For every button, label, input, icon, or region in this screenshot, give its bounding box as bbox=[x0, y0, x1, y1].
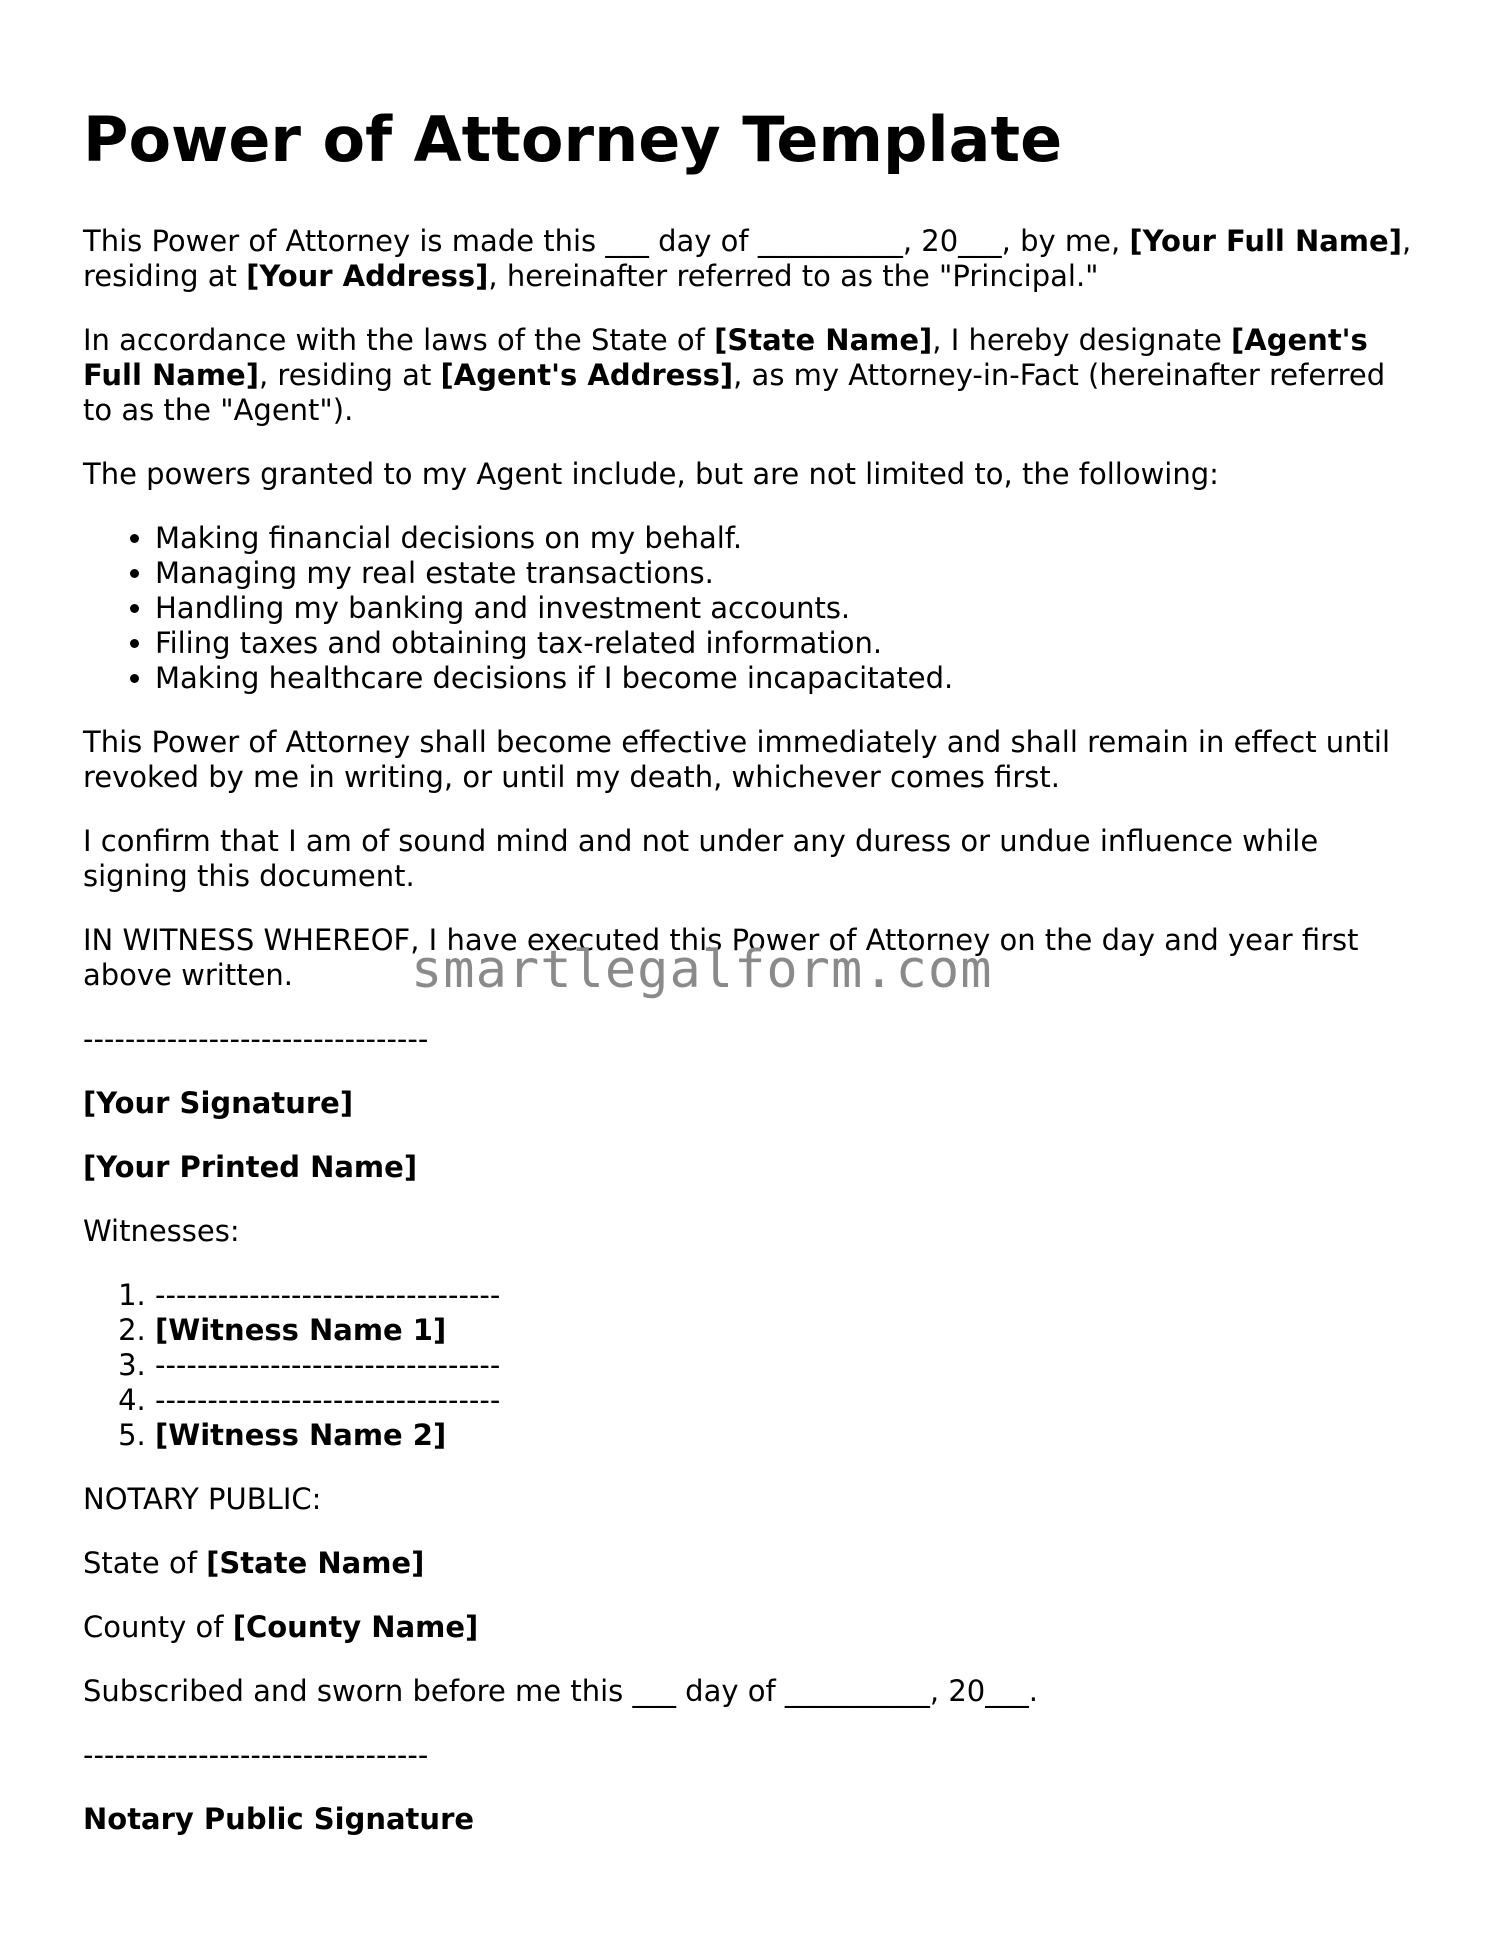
notary-state: State of [State Name] bbox=[83, 1546, 425, 1580]
signature-line: --------------------------------- bbox=[83, 1022, 429, 1056]
agent-address-placeholder: [Agent's Address] bbox=[440, 358, 734, 392]
document-title: Power of Attorney Template bbox=[83, 103, 1063, 176]
list-item: • Managing my real estate transactions. bbox=[155, 556, 1423, 591]
list-item: • Making healthcare decisions if I become incapacitated. bbox=[155, 661, 1423, 696]
designation-paragraph: In accordance with the laws of the State of [State Name], I hereby designate [Agent's Full Name], residing at [Agent's Address], as my Attorney-in-Fact (hereinafter referred to as the "Agent"). bbox=[83, 323, 1386, 427]
state-name-placeholder: [State Name] bbox=[714, 323, 933, 357]
intro-paragraph: This Power of Attorney is made this ___ day of __________, 20___, by me, [Your Full Name], residing at [Your Address], hereinafter referred to as the "Principal." bbox=[83, 224, 1412, 293]
watermark: smartlegalform.com bbox=[411, 940, 993, 1000]
list-item: • Handling my banking and investment accounts. bbox=[155, 591, 1423, 626]
principal-address-placeholder: [Your Address] bbox=[246, 259, 489, 293]
witness-signature-line: 4. --------------------------------- bbox=[155, 1383, 1423, 1418]
witness-signature-line: 1. --------------------------------- bbox=[155, 1278, 1423, 1313]
powers-list bbox=[83, 521, 1423, 696]
confirm-paragraph: I confirm that I am of sound mind and not under any duress or undue influence while signing this document. bbox=[83, 824, 1319, 893]
witness-whereof-paragraph: IN WITNESS WHEREOF, I have executed this Power of Attorney on the day and year first above written. bbox=[83, 923, 1359, 992]
principal-name-placeholder: [Your Full Name] bbox=[1129, 224, 1402, 258]
witnesses-label: Witnesses: bbox=[83, 1214, 240, 1248]
witnesses-list bbox=[83, 1278, 1423, 1453]
list-item: • Filing taxes and obtaining tax-related information. bbox=[155, 626, 1423, 661]
your-printed-name-placeholder: [Your Printed Name] bbox=[83, 1150, 418, 1184]
witness-name-2: 5. [Witness Name 2] bbox=[155, 1418, 1423, 1453]
notary-state-placeholder: [State Name] bbox=[206, 1546, 425, 1580]
witness-name-1: 2. [Witness Name 1] bbox=[155, 1313, 1423, 1348]
your-signature-placeholder: [Your Signature] bbox=[83, 1086, 354, 1120]
notary-county-placeholder: [County Name] bbox=[232, 1610, 479, 1644]
agent-name-placeholder: [Agent's Full Name] bbox=[83, 323, 1368, 392]
subscribed-paragraph: Subscribed and sworn before me this ___ day of __________, 20___. bbox=[83, 1674, 1038, 1708]
witness-signature-line: 3. --------------------------------- bbox=[155, 1348, 1423, 1383]
notary-label: NOTARY PUBLIC: bbox=[83, 1482, 322, 1516]
list-item: • Making financial decisions on my behalf. bbox=[155, 521, 1423, 556]
notary-signature-label: Notary Public Signature bbox=[83, 1802, 475, 1836]
powers-intro: The powers granted to my Agent include, but are not limited to, the following: bbox=[83, 457, 1219, 491]
effective-paragraph: This Power of Attorney shall become effective immediately and shall remain in effect until revoked by me in writing, or until my death, whichever comes first. bbox=[83, 725, 1391, 794]
notary-county: County of [County Name] bbox=[83, 1610, 479, 1644]
notary-signature-line: --------------------------------- bbox=[83, 1738, 429, 1772]
